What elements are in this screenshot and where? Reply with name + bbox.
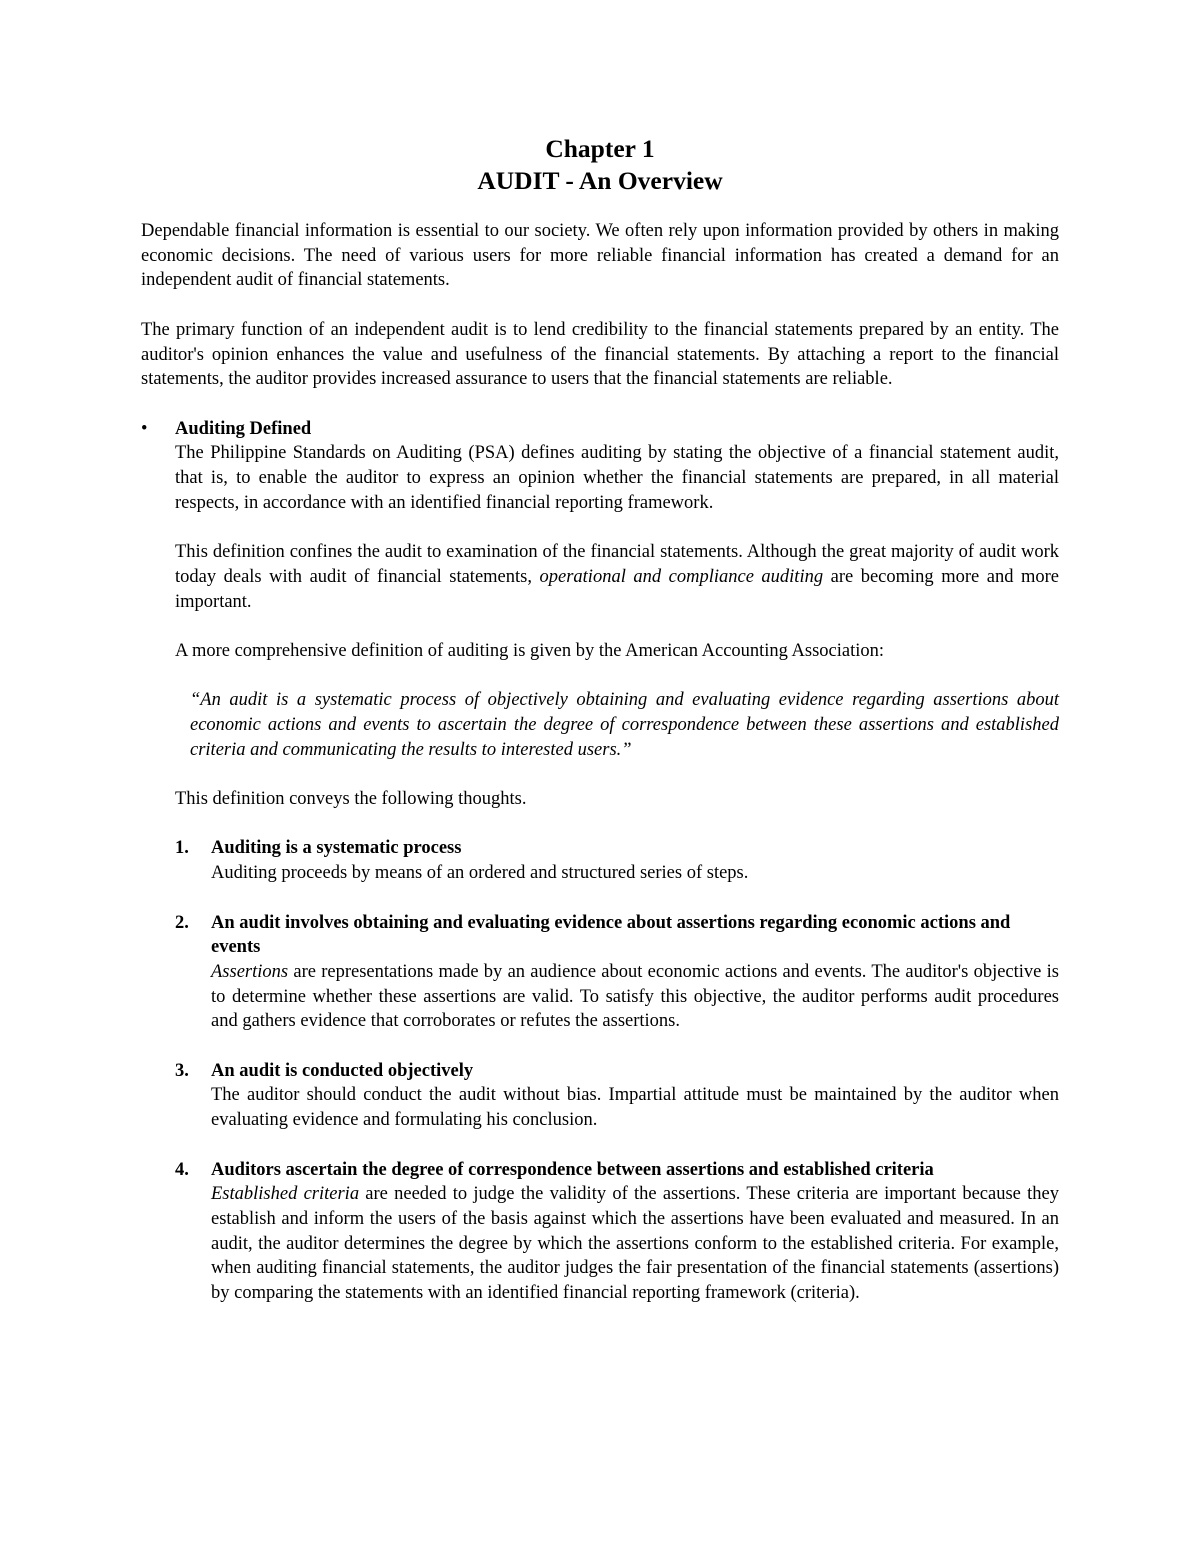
psa-definition-paragraph: The Philippine Standards on Auditing (PSA) defines auditing by stating the objective of a financial statement audit, that is, to enable the auditor to express an opinion whether the financial statements are prepared, in all material respects, in accordance with an identified financial reporting framework. (175, 443, 1059, 513)
aaa-intro-paragraph: A more comprehensive definition of auditing is given by the American Accounting Association: (175, 640, 885, 661)
thought-text: The auditor should conduct the audit without bias. Impartial attitude must be maintained by the auditor when evaluating evidence and formulating his conclusion. (211, 1085, 1059, 1131)
thought-item (175, 836, 1059, 885)
thought-item (175, 1158, 1059, 1306)
confines-paragraph (175, 540, 1059, 614)
thought-number: 4. (175, 1159, 189, 1180)
thought-text: Auditing proceeds by means of an ordered and structured series of steps. (211, 863, 749, 884)
thought-heading: Auditing is a systematic process (211, 838, 462, 859)
thought-number: 3. (175, 1060, 189, 1081)
intro-paragraph-1: Dependable financial information is essential to our society. We often rely upon information provided by others in making economic decisions. The need of various users for more reliable financial information has created a demand for an independent audit of financial statements. (141, 221, 1059, 291)
thoughts-intro-paragraph: This definition conveys the following thoughts. (175, 789, 527, 810)
thought-item (175, 911, 1059, 1035)
bullet-icon: • (141, 418, 148, 439)
chapter-number: Chapter 1 (545, 134, 655, 163)
thought-number: 2. (175, 912, 189, 933)
thought-item (175, 1059, 1059, 1133)
thought-body (211, 1083, 1059, 1132)
confines-text-after: are becoming more and more important. (175, 566, 1059, 612)
thought-heading: An audit is conducted objectively (211, 1060, 474, 1081)
intro-paragraph-2: The primary function of an independent audit is to lend credibility to the financial statements prepared by an entity. The auditor's opinion enhances the value and usefulness of the financial statements. By attaching a report to the financial statements, the auditor provides increased assurance to users that the financial statements are reliable. (141, 319, 1059, 390)
thought-text: are needed to judge the validity of the assertions. These criteria are important because they establish and inform the users of the basis against which the assertions have been evaluated and measured. In an audit, the auditor determines the degree by which the assertions conform to the established criteria. For example, when auditing financial statements, the auditor judges the fair presentation of the financial statements (assertions) by comparing the statements with an identified financial reporting framework (criteria). (211, 1184, 1059, 1304)
confines-text-before: This definition confines the audit to examination of the financial statements. Although the great majority of audit work today deals with audit of financial statements, (175, 542, 1059, 587)
thought-heading: An audit involves obtaining and evaluating evidence about assertions regarding economic actions and events (211, 912, 1011, 958)
aaa-definition-quote: “An audit is a systematic process of objectively obtaining and evaluating evidence regarding assertions about economic actions and events to ascertain the degree of correspondence between these assertions and established criteria and communicating the results to interested users.” (190, 690, 1059, 760)
confines-emphasis: operational and compliance auditing (539, 566, 824, 587)
auditing-defined-section (141, 417, 1059, 1306)
chapter-title: AUDIT - An Overview (477, 166, 723, 195)
thought-number: 1. (175, 838, 189, 859)
thought-text: are representations made by an audience about economic actions and events. The auditor's objective is to determine whether these assertions are valid. To satisfy this objective, the auditor performs audit procedures and gathers evidence that corroborates or refutes the assertions. (211, 961, 1059, 1032)
thought-body (211, 960, 1059, 1034)
section-heading: Auditing Defined (175, 418, 312, 439)
thought-emphasis: Established criteria (211, 1184, 360, 1205)
thought-body (211, 1182, 1059, 1306)
thought-emphasis: Assertions (211, 961, 289, 982)
thought-body (211, 861, 1059, 886)
thought-heading: Auditors ascertain the degree of correspondence between assertions and established criteria (211, 1159, 934, 1180)
thoughts-list (175, 836, 1059, 1305)
title-block (141, 133, 1059, 197)
